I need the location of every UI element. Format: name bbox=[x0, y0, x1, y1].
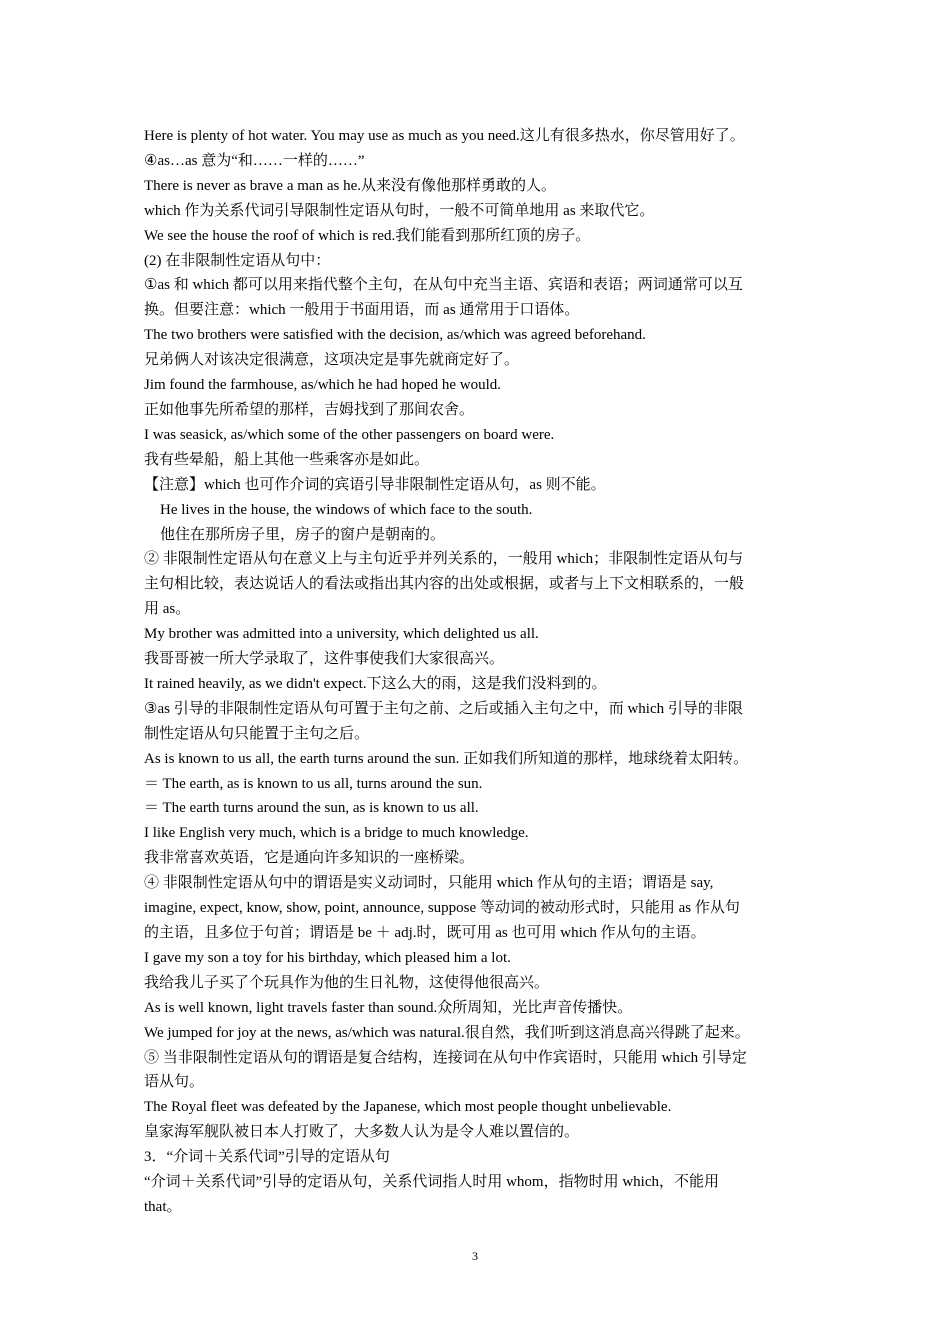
example-sentence: Jim found the farmhouse, as/which he had hoped he would. bbox=[144, 377, 502, 394]
text-line: 主句相比较，表达说话人的看法或指出其内容的出处或根据，或者与上下文相联系的，一般 bbox=[144, 576, 745, 593]
example-sentence: ＝ The earth turns around the sun, as is known to us all. bbox=[144, 800, 479, 817]
example-sentence: We jumped for joy at the news, as/which was natural.很自然，我们听到这消息高兴得跳了起来。 bbox=[144, 1024, 750, 1041]
translation-line: 他住在那所房子里，房子的窗户是朝南的。 bbox=[160, 526, 446, 543]
example-sentence: My brother was admitted into a university, which delighted us all. bbox=[144, 626, 539, 643]
text-line: ①as 和 which 都可以用来指代整个主句，在从句中充当主语、宾语和表语；两词通常可以互 bbox=[144, 277, 743, 294]
example-sentence: ＝ The earth, as is known to us all, turns around the sun. bbox=[144, 775, 483, 792]
text-line: 换。但要注意：which 一般用于书面用语，而 as 通常用于口语体。 bbox=[144, 302, 580, 319]
page-number: 3 bbox=[472, 1249, 478, 1263]
text-line: 制性定语从句只能置于主句之后。 bbox=[144, 725, 370, 742]
text-line: 用 as。 bbox=[144, 601, 191, 618]
example-sentence: I was seasick, as/which some of the other passengers on board were. bbox=[144, 426, 555, 443]
text-line: There is never as brave a man as he.从来没有像他那样勇敢的人。 bbox=[144, 177, 556, 194]
text-line: Here is plenty of hot water. You may use as much as you need.这儿有很多热水，你尽管用好了。 bbox=[144, 128, 745, 144]
text-line: ④ 非限制性定语从句中的谓语是实义动词时，只能用 which 作从句的主语；谓语是 say, bbox=[144, 875, 714, 892]
translation-line: 兄弟俩人对该决定很满意，这项决定是事先就商定好了。 bbox=[144, 352, 520, 369]
text-line: imagine, expect, know, show, point, announce, suppose 等动词的被动形式时，只能用 as 作从句 bbox=[144, 900, 740, 917]
section-heading: 3．“介词＋关系代词”引导的定语从句 bbox=[144, 1149, 390, 1166]
example-sentence: The Royal fleet was defeated by the Japanese, which most people thought unbelievable. bbox=[144, 1099, 672, 1116]
example-sentence: The two brothers were satisfied with the decision, as/which was agreed beforehand. bbox=[144, 327, 646, 344]
example-sentence: As is known to us all, the earth turns around the sun. 正如我们所知道的那样，地球绕着太阳转。 bbox=[144, 750, 749, 767]
document-body bbox=[144, 124, 810, 1220]
text-line: that。 bbox=[144, 1198, 182, 1215]
translation-line: 皇家海军舰队被日本人打败了，大多数人认为是令人难以置信的。 bbox=[144, 1124, 580, 1141]
text-line: 语从句。 bbox=[144, 1074, 205, 1091]
example-sentence: I gave my son a toy for his birthday, which pleased him a lot. bbox=[144, 949, 511, 966]
text-line: “介词＋关系代词”引导的定语从句，关系代词指人时用 whom，指物时用 which，不能用 bbox=[144, 1174, 719, 1191]
text-line: We see the house the roof of which is red.我们能看到那所红顶的房子。 bbox=[144, 227, 591, 244]
translation-line: 我有些晕船，船上其他一些乘客亦是如此。 bbox=[144, 451, 430, 468]
translation-line: 我哥哥被一所大学录取了，这件事使我们大家很高兴。 bbox=[144, 651, 505, 668]
example-sentence: I like English very much, which is a bridge to much knowledge. bbox=[144, 825, 529, 842]
note-line: 【注意】which 也可作介词的宾语引导非限制性定语从句，as 则不能。 bbox=[144, 476, 606, 493]
text-line: ③as 引导的非限制性定语从句可置于主句之前、之后或插入主句之中，而 which 引导的非限 bbox=[144, 700, 743, 717]
example-sentence: As is well known, light travels faster than sound.众所周知，光比声音传播快。 bbox=[144, 999, 633, 1016]
text-line: ⑤ 当非限制性定语从句的谓语是复合结构，连接词在从句中作宾语时，只能用 which 引导定 bbox=[144, 1049, 747, 1066]
text-line: ④as…as 意为“和……一样的……” bbox=[144, 152, 365, 169]
text-line: ② 非限制性定语从句在意义上与主句近乎并列关系的，一般用 which；非限制性定语从句与 bbox=[144, 551, 744, 568]
example-sentence: It rained heavily, as we didn't expect.下这么大的雨，这是我们没料到的。 bbox=[144, 675, 607, 692]
section-heading: (2) 在非限制性定语从句中： bbox=[144, 252, 331, 269]
text-line: which 作为关系代词引导限制性定语从句时，一般不可简单地用 as 来取代它。 bbox=[144, 202, 655, 219]
text-line: 的主语，且多位于句首；谓语是 be ＋ adj.时，既可用 as 也可用 which 作从句的主语。 bbox=[144, 925, 706, 941]
translation-line: 我给我儿子买了个玩具作为他的生日礼物，这使得他很高兴。 bbox=[144, 974, 550, 991]
translation-line: 我非常喜欢英语，它是通向许多知识的一座桥梁。 bbox=[144, 850, 475, 867]
translation-line: 正如他事先所希望的那样，吉姆找到了那间农舍。 bbox=[144, 401, 475, 418]
example-sentence: He lives in the house, the windows of which face to the south. bbox=[160, 501, 533, 518]
